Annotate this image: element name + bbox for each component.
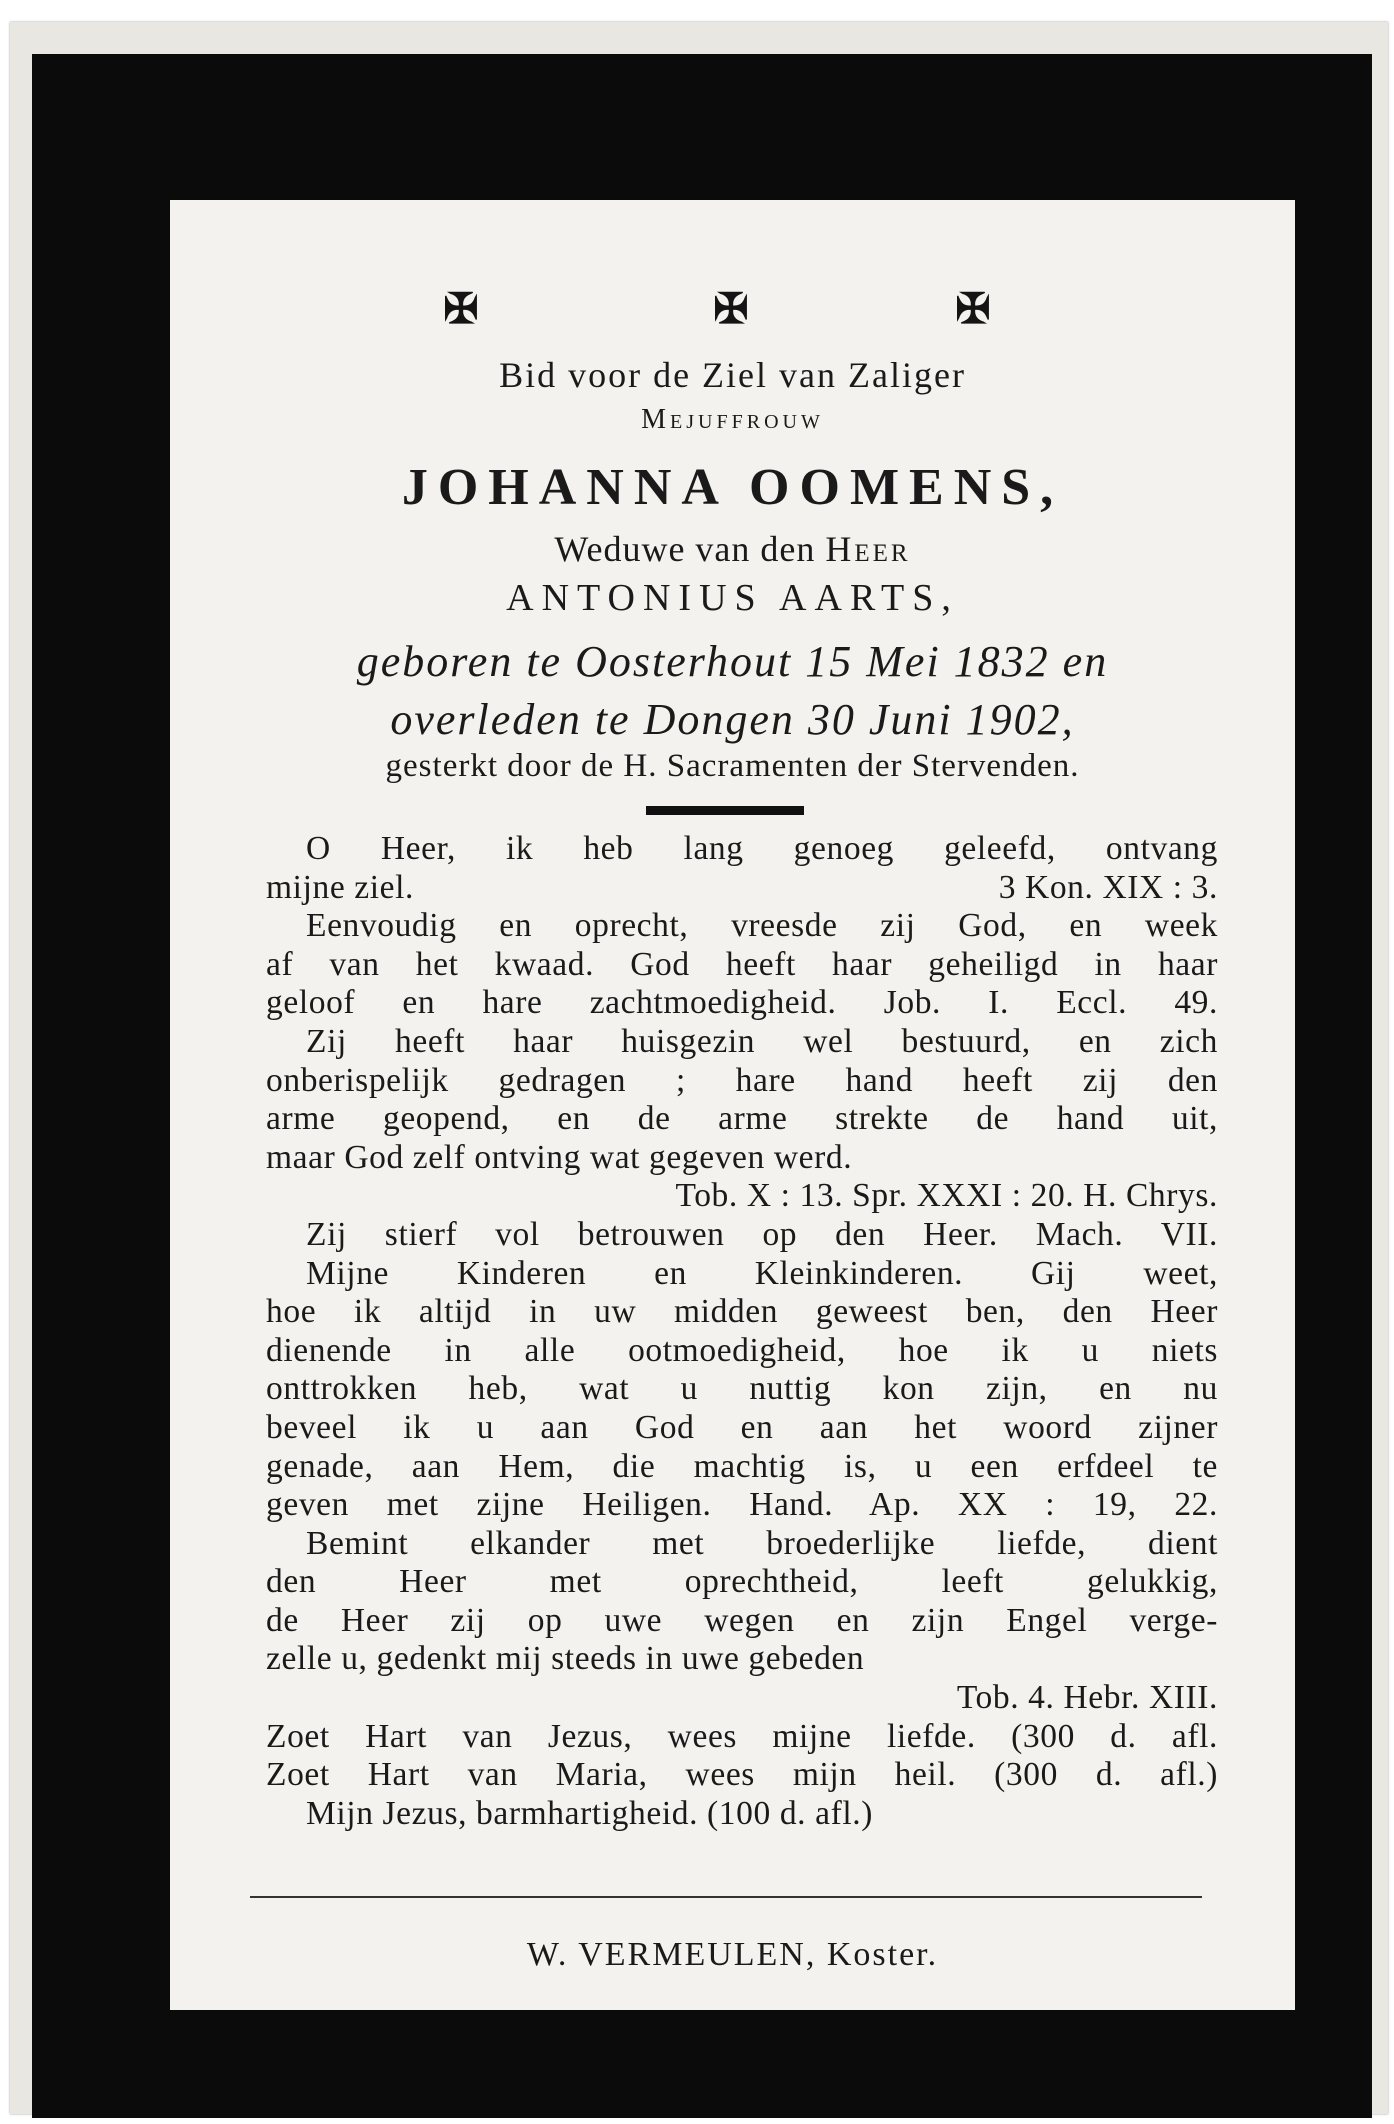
verse-line: de Heer zij op uwe wegen en zijn Engel verge- — [266, 1601, 1218, 1639]
verse-line: Bemint elkander met broederlijke liefde, dient — [306, 1524, 1218, 1562]
verse-line: maar God zelf ontving wat gegeven werd. — [266, 1138, 853, 1176]
verse-line: geloof en hare zachtmoedigheid. Job. I. Eccl. 49. — [266, 984, 1218, 1022]
verse-line: arme geopend, en de arme strekte de hand uit, — [266, 1100, 1218, 1138]
verse-line: O Heer, ik heb lang genoeg geleefd, ontvang — [306, 830, 1218, 867]
widow-prefix: Weduwe van den — [554, 529, 816, 569]
memorial-card — [10, 22, 1388, 2114]
divider-long — [250, 1896, 1202, 1898]
verse-line: Zij stierf vol betrouwen op den Heer. Mach. VII. — [306, 1215, 1218, 1253]
husband-name: ANTONIUS AARTS, — [506, 577, 959, 619]
indulgence-line: Zoet Hart van Jezus, wees mijne liefde. (300 d. afl. — [266, 1717, 1218, 1755]
deceased-name: JOHANNA OOMENS, — [401, 459, 1064, 516]
verse-text: mijne ziel. — [266, 868, 414, 906]
verse-line: onberispelijk gedragen ; hare hand heeft zij den — [266, 1061, 1218, 1099]
verse-reference-line: Tob. X : 13. Spr. XXXI : 20. H. Chrys. — [675, 1177, 1218, 1215]
title-line: Mejuffrouw — [641, 404, 824, 435]
verse-line: Eenvoudig en oprecht, vreesde zij God, en week — [306, 907, 1218, 945]
verse-line: hoe ik altijd in uw midden geweest ben, den Heer — [266, 1293, 1218, 1331]
cross-row — [170, 284, 1295, 344]
indulgence-line: Zoet Hart van Maria, wees mijn heil. (300 d. afl.) — [266, 1756, 1218, 1794]
verse-line: genade, aan Hem, die machtig is, u een erfdeel te — [266, 1447, 1218, 1485]
verse-line: beveel ik u aan God en aan het woord zijner — [266, 1408, 1218, 1446]
verse-line: onttrokken heb, wat u nuttig kon zijn, en nu — [266, 1370, 1218, 1408]
mourning-border — [32, 54, 1372, 2118]
cross-icon: ✠ — [713, 284, 749, 333]
cross-icon: ✠ — [955, 284, 991, 333]
widow-title: Heer — [825, 529, 911, 569]
verse-reference-line: Tob. 4. Hebr. XIII. — [956, 1679, 1218, 1717]
verse-line: Mijne Kinderen en Kleinkinderen. Gij weet, — [306, 1254, 1218, 1292]
sexton-signature: W. VERMEULEN, Koster. — [526, 1936, 939, 1973]
verse-line: geven met zijne Heiligen. Hand. Ap. XX : 19, 22. — [266, 1486, 1218, 1524]
intro-line: Bid voor de Ziel van Zaliger — [499, 355, 966, 395]
verse-line — [266, 869, 1218, 908]
birth-line: geboren te Oosterhout 15 Mei 1832 en — [356, 637, 1109, 686]
verse-line: dienende in alle ootmoedigheid, hoe ik u niets — [266, 1331, 1218, 1369]
verse-line: Zij heeft haar huisgezin wel bestuurd, en zich — [306, 1022, 1218, 1060]
sacraments-line: gesterkt door de H. Sacramenten der Stervenden. — [385, 748, 1080, 784]
indulgence-line: Mijn Jezus, barmhartigheid. (100 d. afl.) — [306, 1794, 873, 1832]
cross-icon: ✠ — [443, 284, 479, 333]
verse-reference: 3 Kon. XIX : 3. — [998, 868, 1218, 906]
divider-short — [646, 806, 804, 815]
verse-line: den Heer met oprechtheid, leeft gelukkig, — [266, 1563, 1218, 1601]
widow-line — [170, 528, 1295, 570]
verses-block — [266, 830, 1218, 1833]
verse-line: af van het kwaad. God heeft haar geheiligd in haar — [266, 945, 1218, 983]
verse-line: zelle u, gedenkt mij steeds in uwe gebeden — [266, 1640, 865, 1678]
card-text-panel — [170, 200, 1295, 2010]
death-line: overleden te Dongen 30 Juni 1902, — [390, 695, 1075, 744]
